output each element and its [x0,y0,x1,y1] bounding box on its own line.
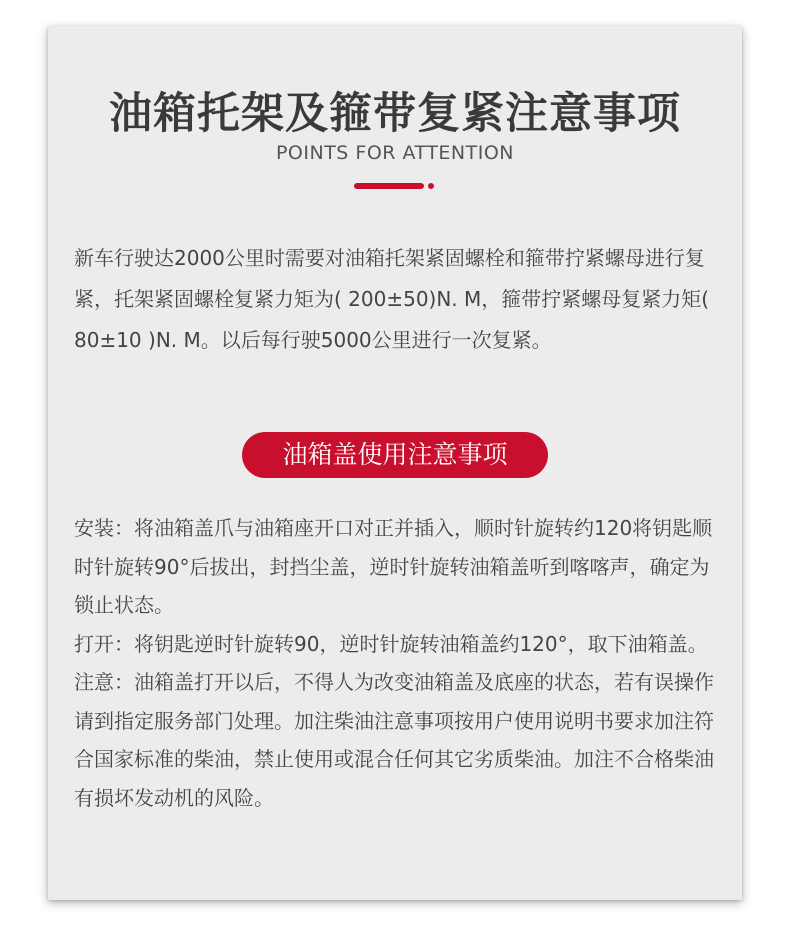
section2-body [74,509,714,817]
install-paragraph: 安装：将油箱盖爪与油箱座开口对正并插入，顺时针旋转约120将钥匙顺时针旋转90°后拔出，封挡尘盖，逆时针旋转油箱盖听到喀喀声，确定为锁止状态。 [74,516,713,617]
section1-paragraph: 新车行驶达2000公里时需要对油箱托架紧固螺栓和箍带拧紧螺母进行复紧，托架紧固螺栓复紧力矩为( 200±50)N. M，箍带拧紧螺母复紧力矩( 80±10 )N. M。以后每行驶5000公里进行一次复紧。 [74,246,710,352]
accent-bar [354,183,424,189]
content-card [48,26,742,900]
page-title: 油箱托架及箍带复紧注意事项 [109,89,681,139]
open-paragraph: 打开：将钥匙逆时针旋转90，逆时针旋转油箱盖约120°，取下油箱盖。 [74,631,708,656]
page-subtitle: POINTS FOR ATTENTION [275,142,515,164]
notice-paragraph: 注意：油箱盖打开以后，不得人为改变油箱盖及底座的状态，若有误操作请到指定服务部门处理。加注柴油注意事项按用户使用说明书要求加注符合国家标准的柴油，禁止使用或混合任何其它劣质柴油。加注不合格柴油有损坏发动机的风险。 [74,670,714,810]
accent-dot [428,183,434,189]
section2-heading-badge: 油箱盖使用注意事项 [242,432,548,478]
